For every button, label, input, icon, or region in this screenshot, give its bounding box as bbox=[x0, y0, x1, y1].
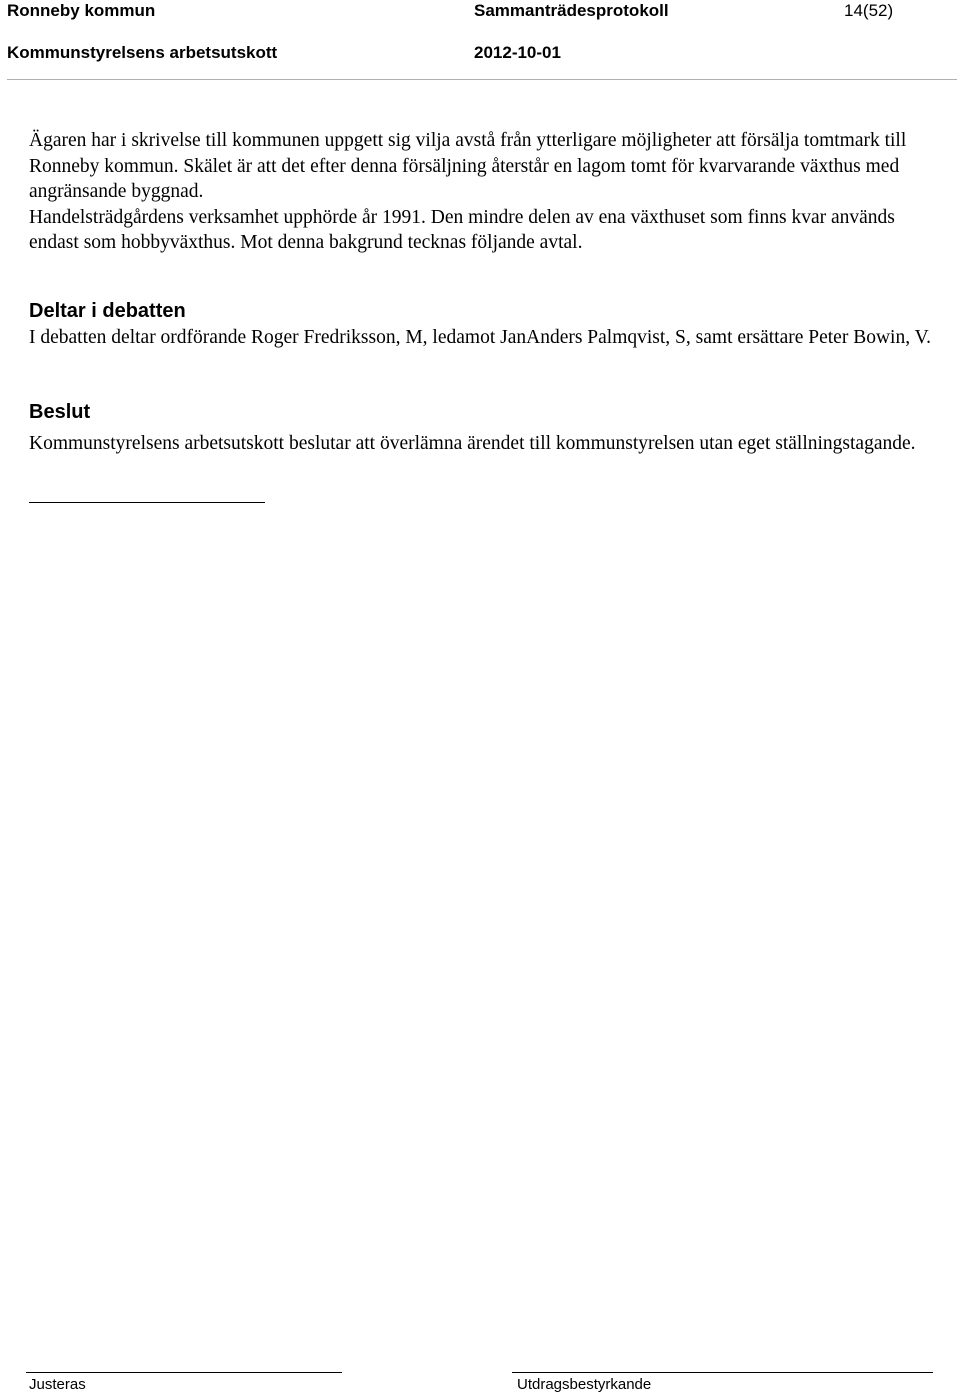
intro-paragraph-1: Ägaren har i skrivelse till kommunen uppgett sig vilja avstå från ytterligare möjligheter att försälja tomtmark till Ronneby kommun. Skälet är att det efter denna försäljning återstår en lagom tomt för kvarvarande växthus med angränsande byggnad. bbox=[29, 130, 907, 203]
header-divider bbox=[7, 79, 957, 80]
decision-text: Kommunstyrelsens arbetsutskott beslutar att överlämna ärendet till kommunstyrelsen utan eget ställningstagande. bbox=[29, 433, 916, 454]
organization-name: Ronneby kommun bbox=[7, 1, 156, 20]
debate-heading: Deltar i debatten bbox=[29, 300, 186, 322]
utdragsbestyrkande-label: Utdragsbestyrkande bbox=[517, 1376, 652, 1393]
document-type: Sammanträdesprotokoll bbox=[474, 1, 669, 20]
intro-section bbox=[29, 128, 934, 256]
intro-paragraph-2: Handelsträdgårdens verksamhet upphörde år 1991. Den mindre delen av ena växthuset som finns kvar används endast som hobbyväxthus. Mot denna bakgrund tecknas följande avtal. bbox=[29, 206, 895, 254]
decision-heading: Beslut bbox=[29, 401, 91, 423]
committee-name: Kommunstyrelsens arbetsutskott bbox=[7, 43, 278, 62]
end-of-section-line bbox=[29, 502, 265, 503]
meeting-date: 2012-10-01 bbox=[474, 43, 561, 62]
page-number: 14(52) bbox=[844, 1, 894, 20]
utdragsbestyrkande-signature-line bbox=[512, 1372, 933, 1373]
justeras-signature-line bbox=[26, 1372, 342, 1373]
debate-text: I debatten deltar ordförande Roger Fredriksson, M, ledamot JanAnders Palmqvist, S, samt ersättare Peter Bowin, V. bbox=[29, 327, 932, 348]
justeras-label: Justeras bbox=[29, 1376, 86, 1393]
